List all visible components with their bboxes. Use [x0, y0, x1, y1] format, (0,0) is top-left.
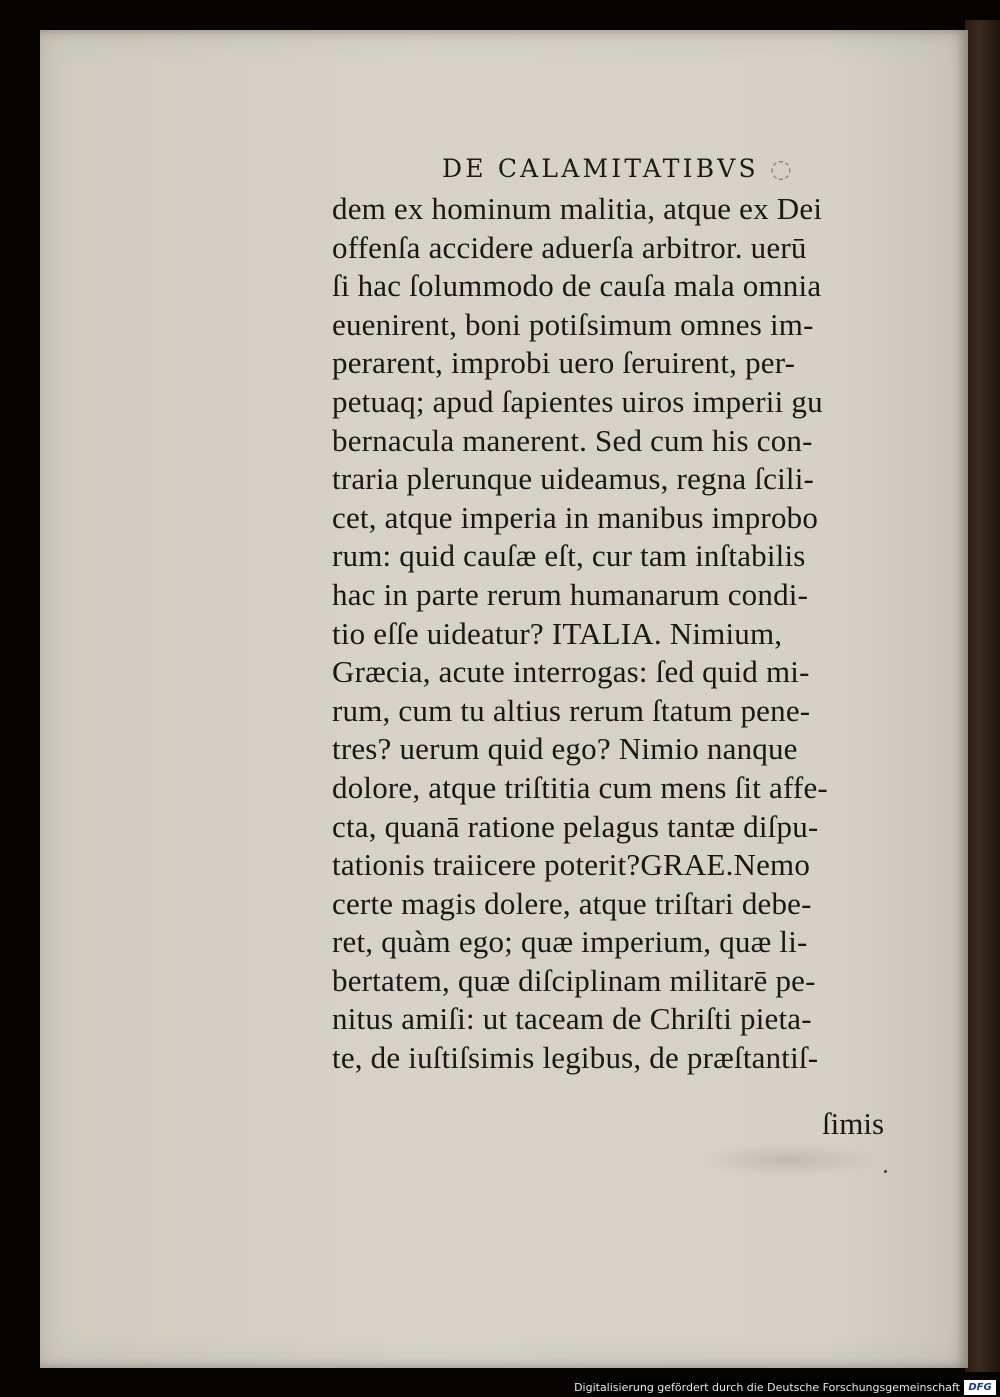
text-line: cta, quanā ratione pelagus tantæ diſpu- — [332, 808, 819, 844]
book-binding-edge — [965, 20, 1000, 1372]
text-line: tio eſſe uideatur? ITALIA. Nimium, — [332, 615, 783, 651]
text-line: te, de iuſtiſsimis legibus, de præſtantiſ- — [332, 1040, 819, 1076]
catchword: ſimis — [822, 1106, 885, 1141]
ink-bleed-through — [700, 1142, 880, 1178]
text-line: bertatem, quæ diſciplinam militarē pe- — [332, 962, 816, 998]
text-line: Græcia, acute interrogas: ſed quid mi- — [332, 654, 810, 690]
text-line: cet, atque imperia in manibus improbo — [332, 499, 819, 535]
running-head-title: DE CALAMITATIBVS — [442, 154, 759, 183]
running-head-ornament: ◌ — [770, 154, 796, 183]
body-text — [332, 190, 892, 1078]
text-line: dolore, atque triſtitia cum mens ſit affe- — [332, 769, 828, 805]
text-line: perarent, improbi uero ſeruirent, per- — [332, 345, 796, 381]
text-line: rum, cum tu altius rerum ſtatum pene- — [332, 692, 811, 728]
paper-speck — [884, 1170, 887, 1173]
text-line: ret, quàm ego; quæ imperium, quæ li- — [332, 924, 808, 960]
text-line: petuaq; apud ſapientes uiros imperii gu — [332, 383, 823, 419]
text-line: rum: quid cauſæ eſt, cur tam inſtabilis — [332, 538, 806, 574]
text-line: hac in parte rerum humanarum condi- — [332, 576, 809, 612]
text-line: offenſa accidere aduerſa arbitror. uerū — [332, 229, 807, 265]
dfg-logo: DFG — [964, 1380, 996, 1395]
text-line: nitus amiſi: ut taceam de Chriſti pieta- — [332, 1001, 812, 1037]
text-line: certe magis dolere, atque triſtari debe- — [332, 885, 812, 921]
running-head — [442, 154, 795, 183]
text-line: tres? uerum quid ego? Nimio nanque — [332, 731, 798, 767]
text-line: euenirent, boni potiſsimum omnes im- — [332, 306, 814, 342]
digitization-credit: Digitalisierung gefördert durch die Deutsche Forschungsgemeinschaft — [574, 1381, 960, 1394]
text-line: tationis traiicere poterit?GRAE.Nemo — [332, 847, 811, 883]
text-line: bernacula manerent. Sed cum his con- — [332, 422, 813, 458]
text-line: ſi hac ſolummodo de cauſa mala omnia — [332, 268, 822, 304]
text-line: traria plerunque uideamus, regna ſcili- — [332, 461, 815, 497]
text-line: dem ex hominum malitia, atque ex Dei — [332, 191, 823, 226]
